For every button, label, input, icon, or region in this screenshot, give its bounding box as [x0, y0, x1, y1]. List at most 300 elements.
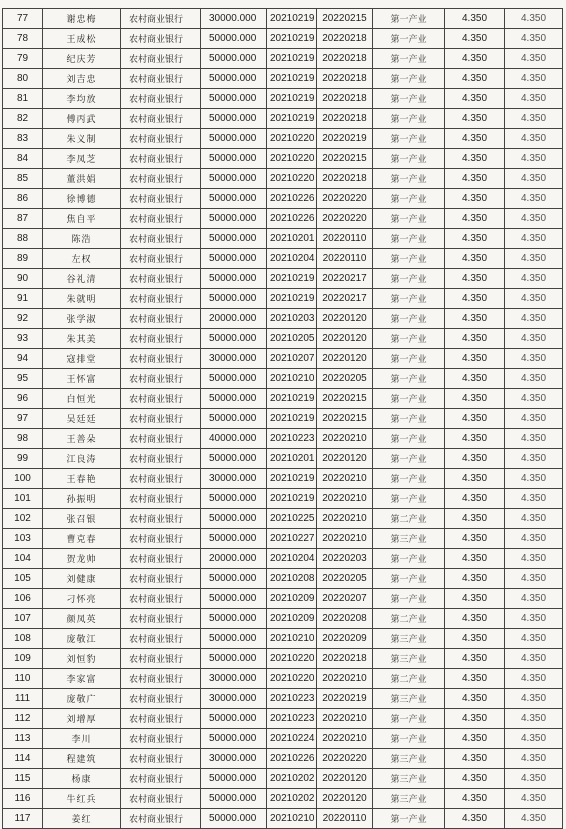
start-date-cell: 20210201: [267, 449, 317, 469]
interest-rate-2-cell: 4.350: [505, 469, 563, 489]
borrower-name-cell: 王成松: [43, 29, 121, 49]
interest-rate-cell: 4.350: [445, 209, 505, 229]
row-number-cell: 109: [3, 649, 43, 669]
table-row: [3, 69, 563, 89]
loan-amount-cell: 30000.000: [201, 9, 267, 29]
borrower-name-cell: 刘恒豹: [43, 649, 121, 669]
industry-cell: 第三产业: [373, 629, 445, 649]
row-number-cell: 78: [3, 29, 43, 49]
start-date-cell: 20210219: [267, 109, 317, 129]
interest-rate-2-cell: 4.350: [505, 489, 563, 509]
interest-rate-cell: 4.350: [445, 549, 505, 569]
table-row: [3, 249, 563, 269]
row-number-cell: 89: [3, 249, 43, 269]
start-date-cell: 20210219: [267, 69, 317, 89]
start-date-cell: 20210219: [267, 89, 317, 109]
loan-amount-cell: 50000.000: [201, 149, 267, 169]
interest-rate-cell: 4.350: [445, 509, 505, 529]
row-number-cell: 111: [3, 689, 43, 709]
table-row: [3, 729, 563, 749]
start-date-cell: 20210219: [267, 29, 317, 49]
bank-name-cell: 农村商业银行: [121, 669, 201, 689]
end-date-cell: 20220218: [317, 29, 373, 49]
interest-rate-2-cell: 4.350: [505, 629, 563, 649]
loan-amount-cell: 50000.000: [201, 29, 267, 49]
interest-rate-2-cell: 4.350: [505, 429, 563, 449]
interest-rate-2-cell: 4.350: [505, 589, 563, 609]
end-date-cell: 20220215: [317, 9, 373, 29]
table-body: [3, 9, 563, 829]
end-date-cell: 20220218: [317, 69, 373, 89]
industry-cell: 第一产业: [373, 569, 445, 589]
end-date-cell: 20220120: [317, 309, 373, 329]
industry-cell: 第一产业: [373, 89, 445, 109]
interest-rate-cell: 4.350: [445, 189, 505, 209]
row-number-cell: 115: [3, 769, 43, 789]
industry-cell: 第三产业: [373, 649, 445, 669]
borrower-name-cell: 江良涛: [43, 449, 121, 469]
table-row: [3, 109, 563, 129]
row-number-cell: 77: [3, 9, 43, 29]
bank-name-cell: 农村商业银行: [121, 609, 201, 629]
interest-rate-cell: 4.350: [445, 49, 505, 69]
borrower-name-cell: 谷礼清: [43, 269, 121, 289]
end-date-cell: 20220205: [317, 369, 373, 389]
interest-rate-cell: 4.350: [445, 229, 505, 249]
interest-rate-2-cell: 4.350: [505, 789, 563, 809]
interest-rate-2-cell: 4.350: [505, 69, 563, 89]
borrower-name-cell: 李凤芝: [43, 149, 121, 169]
loan-amount-cell: 50000.000: [201, 569, 267, 589]
start-date-cell: 20210226: [267, 189, 317, 209]
bank-name-cell: 农村商业银行: [121, 229, 201, 249]
end-date-cell: 20220220: [317, 189, 373, 209]
interest-rate-cell: 4.350: [445, 689, 505, 709]
interest-rate-cell: 4.350: [445, 249, 505, 269]
industry-cell: 第一产业: [373, 309, 445, 329]
industry-cell: 第三产业: [373, 769, 445, 789]
start-date-cell: 20210220: [267, 169, 317, 189]
bank-name-cell: 农村商业银行: [121, 469, 201, 489]
interest-rate-cell: 4.350: [445, 129, 505, 149]
start-date-cell: 20210220: [267, 129, 317, 149]
bank-name-cell: 农村商业银行: [121, 289, 201, 309]
row-number-cell: 110: [3, 669, 43, 689]
end-date-cell: 20220220: [317, 209, 373, 229]
interest-rate-cell: 4.350: [445, 469, 505, 489]
row-number-cell: 105: [3, 569, 43, 589]
end-date-cell: 20220120: [317, 789, 373, 809]
interest-rate-cell: 4.350: [445, 569, 505, 589]
start-date-cell: 20210223: [267, 709, 317, 729]
borrower-name-cell: 李均放: [43, 89, 121, 109]
industry-cell: 第一产业: [373, 589, 445, 609]
loan-amount-cell: 20000.000: [201, 549, 267, 569]
interest-rate-2-cell: 4.350: [505, 209, 563, 229]
table-row: [3, 649, 563, 669]
interest-rate-cell: 4.350: [445, 369, 505, 389]
borrower-name-cell: 刁怀亮: [43, 589, 121, 609]
table-row: [3, 389, 563, 409]
industry-cell: 第一产业: [373, 289, 445, 309]
loan-amount-cell: 50000.000: [201, 369, 267, 389]
start-date-cell: 20210219: [267, 49, 317, 69]
table-row: [3, 429, 563, 449]
borrower-name-cell: 朱就明: [43, 289, 121, 309]
industry-cell: 第一产业: [373, 389, 445, 409]
end-date-cell: 20220110: [317, 229, 373, 249]
end-date-cell: 20220210: [317, 489, 373, 509]
row-number-cell: 102: [3, 509, 43, 529]
industry-cell: 第一产业: [373, 209, 445, 229]
bank-name-cell: 农村商业银行: [121, 749, 201, 769]
table-row: [3, 609, 563, 629]
loan-amount-cell: 50000.000: [201, 589, 267, 609]
table-row: [3, 669, 563, 689]
loan-amount-cell: 50000.000: [201, 389, 267, 409]
borrower-name-cell: 张学淑: [43, 309, 121, 329]
row-number-cell: 101: [3, 489, 43, 509]
loan-amount-cell: 50000.000: [201, 249, 267, 269]
loan-amount-cell: 50000.000: [201, 109, 267, 129]
end-date-cell: 20220217: [317, 269, 373, 289]
bank-name-cell: 农村商业银行: [121, 389, 201, 409]
borrower-name-cell: 白恒光: [43, 389, 121, 409]
end-date-cell: 20220207: [317, 589, 373, 609]
end-date-cell: 20220203: [317, 549, 373, 569]
borrower-name-cell: 董洪娟: [43, 169, 121, 189]
row-number-cell: 86: [3, 189, 43, 209]
row-number-cell: 81: [3, 89, 43, 109]
loan-amount-cell: 50000.000: [201, 709, 267, 729]
bank-name-cell: 农村商业银行: [121, 689, 201, 709]
loan-amount-cell: 50000.000: [201, 69, 267, 89]
start-date-cell: 20210208: [267, 569, 317, 589]
interest-rate-2-cell: 4.350: [505, 349, 563, 369]
row-number-cell: 106: [3, 589, 43, 609]
row-number-cell: 100: [3, 469, 43, 489]
bank-name-cell: 农村商业银行: [121, 429, 201, 449]
start-date-cell: 20210223: [267, 429, 317, 449]
bank-name-cell: 农村商业银行: [121, 209, 201, 229]
table-row: [3, 569, 563, 589]
bank-name-cell: 农村商业银行: [121, 629, 201, 649]
borrower-name-cell: 朱义制: [43, 129, 121, 149]
start-date-cell: 20210209: [267, 609, 317, 629]
table-row: [3, 329, 563, 349]
borrower-name-cell: 李家富: [43, 669, 121, 689]
interest-rate-cell: 4.350: [445, 769, 505, 789]
loan-amount-cell: 50000.000: [201, 169, 267, 189]
end-date-cell: 20220208: [317, 609, 373, 629]
bank-name-cell: 农村商业银行: [121, 529, 201, 549]
start-date-cell: 20210219: [267, 389, 317, 409]
bank-name-cell: 农村商业银行: [121, 189, 201, 209]
industry-cell: 第一产业: [373, 449, 445, 469]
start-date-cell: 20210204: [267, 249, 317, 269]
start-date-cell: 20210227: [267, 529, 317, 549]
borrower-name-cell: 王善朵: [43, 429, 121, 449]
borrower-name-cell: 贺龙帅: [43, 549, 121, 569]
row-number-cell: 117: [3, 809, 43, 829]
bank-name-cell: 农村商业银行: [121, 349, 201, 369]
borrower-name-cell: 曹克春: [43, 529, 121, 549]
loan-amount-cell: 50000.000: [201, 729, 267, 749]
interest-rate-cell: 4.350: [445, 329, 505, 349]
table-row: [3, 309, 563, 329]
interest-rate-2-cell: 4.350: [505, 9, 563, 29]
start-date-cell: 20210219: [267, 289, 317, 309]
table-row: [3, 149, 563, 169]
table-row: [3, 709, 563, 729]
interest-rate-2-cell: 4.350: [505, 289, 563, 309]
borrower-name-cell: 傅丙武: [43, 109, 121, 129]
borrower-name-cell: 孙振明: [43, 489, 121, 509]
bank-name-cell: 农村商业银行: [121, 449, 201, 469]
loan-amount-cell: 50000.000: [201, 269, 267, 289]
bank-name-cell: 农村商业银行: [121, 69, 201, 89]
bank-name-cell: 农村商业银行: [121, 129, 201, 149]
industry-cell: 第一产业: [373, 809, 445, 829]
loan-amount-cell: 50000.000: [201, 509, 267, 529]
borrower-name-cell: 朱其美: [43, 329, 121, 349]
industry-cell: 第一产业: [373, 249, 445, 269]
interest-rate-cell: 4.350: [445, 89, 505, 109]
end-date-cell: 20220220: [317, 749, 373, 769]
end-date-cell: 20220215: [317, 409, 373, 429]
interest-rate-2-cell: 4.350: [505, 369, 563, 389]
start-date-cell: 20210225: [267, 509, 317, 529]
loan-amount-cell: 50000.000: [201, 449, 267, 469]
interest-rate-2-cell: 4.350: [505, 189, 563, 209]
end-date-cell: 20220210: [317, 669, 373, 689]
bank-name-cell: 农村商业银行: [121, 789, 201, 809]
end-date-cell: 20220218: [317, 89, 373, 109]
bank-name-cell: 农村商业银行: [121, 269, 201, 289]
industry-cell: 第一产业: [373, 149, 445, 169]
start-date-cell: 20210210: [267, 369, 317, 389]
end-date-cell: 20220120: [317, 449, 373, 469]
industry-cell: 第二产业: [373, 669, 445, 689]
interest-rate-cell: 4.350: [445, 449, 505, 469]
end-date-cell: 20220205: [317, 569, 373, 589]
row-number-cell: 90: [3, 269, 43, 289]
industry-cell: 第一产业: [373, 129, 445, 149]
interest-rate-cell: 4.350: [445, 809, 505, 829]
borrower-name-cell: 张召银: [43, 509, 121, 529]
interest-rate-cell: 4.350: [445, 649, 505, 669]
start-date-cell: 20210202: [267, 769, 317, 789]
row-number-cell: 99: [3, 449, 43, 469]
interest-rate-cell: 4.350: [445, 409, 505, 429]
table-row: [3, 809, 563, 829]
borrower-name-cell: 程建筑: [43, 749, 121, 769]
industry-cell: 第一产业: [373, 109, 445, 129]
start-date-cell: 20210220: [267, 149, 317, 169]
table-row: [3, 49, 563, 69]
borrower-name-cell: 庞敬江: [43, 629, 121, 649]
interest-rate-2-cell: 4.350: [505, 669, 563, 689]
industry-cell: 第一产业: [373, 29, 445, 49]
table-row: [3, 349, 563, 369]
borrower-name-cell: 刘健康: [43, 569, 121, 589]
bank-name-cell: 农村商业银行: [121, 369, 201, 389]
interest-rate-2-cell: 4.350: [505, 269, 563, 289]
industry-cell: 第一产业: [373, 269, 445, 289]
table-row: [3, 589, 563, 609]
interest-rate-2-cell: 4.350: [505, 549, 563, 569]
row-number-cell: 92: [3, 309, 43, 329]
row-number-cell: 113: [3, 729, 43, 749]
row-number-cell: 85: [3, 169, 43, 189]
row-number-cell: 91: [3, 289, 43, 309]
row-number-cell: 83: [3, 129, 43, 149]
table-row: [3, 209, 563, 229]
start-date-cell: 20210226: [267, 209, 317, 229]
loan-amount-cell: 50000.000: [201, 89, 267, 109]
interest-rate-2-cell: 4.350: [505, 709, 563, 729]
borrower-name-cell: 刘增厚: [43, 709, 121, 729]
interest-rate-cell: 4.350: [445, 29, 505, 49]
start-date-cell: 20210219: [267, 409, 317, 429]
industry-cell: 第二产业: [373, 609, 445, 629]
table-row: [3, 549, 563, 569]
table-row: [3, 9, 563, 29]
bank-name-cell: 农村商业银行: [121, 729, 201, 749]
table-row: [3, 629, 563, 649]
interest-rate-cell: 4.350: [445, 669, 505, 689]
loan-amount-cell: 50000.000: [201, 189, 267, 209]
interest-rate-2-cell: 4.350: [505, 249, 563, 269]
table-row: [3, 409, 563, 429]
loan-amount-cell: 50000.000: [201, 529, 267, 549]
loan-amount-cell: 40000.000: [201, 429, 267, 449]
industry-cell: 第一产业: [373, 9, 445, 29]
loan-amount-cell: 50000.000: [201, 49, 267, 69]
row-number-cell: 84: [3, 149, 43, 169]
interest-rate-cell: 4.350: [445, 389, 505, 409]
industry-cell: 第三产业: [373, 749, 445, 769]
industry-cell: 第一产业: [373, 349, 445, 369]
loan-amount-cell: 50000.000: [201, 329, 267, 349]
row-number-cell: 112: [3, 709, 43, 729]
table-row: [3, 169, 563, 189]
borrower-name-cell: 刘吉忠: [43, 69, 121, 89]
start-date-cell: 20210201: [267, 229, 317, 249]
industry-cell: 第一产业: [373, 709, 445, 729]
interest-rate-2-cell: 4.350: [505, 409, 563, 429]
borrower-name-cell: 姜红: [43, 809, 121, 829]
interest-rate-2-cell: 4.350: [505, 49, 563, 69]
interest-rate-2-cell: 4.350: [505, 449, 563, 469]
interest-rate-2-cell: 4.350: [505, 89, 563, 109]
bank-name-cell: 农村商业银行: [121, 329, 201, 349]
borrower-name-cell: 徐博德: [43, 189, 121, 209]
start-date-cell: 20210219: [267, 9, 317, 29]
end-date-cell: 20220210: [317, 729, 373, 749]
row-number-cell: 80: [3, 69, 43, 89]
bank-name-cell: 农村商业银行: [121, 569, 201, 589]
loan-amount-cell: 50000.000: [201, 489, 267, 509]
interest-rate-2-cell: 4.350: [505, 609, 563, 629]
borrower-name-cell: 李川: [43, 729, 121, 749]
borrower-name-cell: 陈浩: [43, 229, 121, 249]
loan-amount-cell: 30000.000: [201, 669, 267, 689]
interest-rate-2-cell: 4.350: [505, 389, 563, 409]
row-number-cell: 103: [3, 529, 43, 549]
industry-cell: 第一产业: [373, 369, 445, 389]
end-date-cell: 20220218: [317, 49, 373, 69]
industry-cell: 第一产业: [373, 69, 445, 89]
interest-rate-2-cell: 4.350: [505, 729, 563, 749]
bank-name-cell: 农村商业银行: [121, 409, 201, 429]
industry-cell: 第一产业: [373, 49, 445, 69]
table-row: [3, 689, 563, 709]
start-date-cell: 20210219: [267, 469, 317, 489]
end-date-cell: 20220110: [317, 249, 373, 269]
start-date-cell: 20210210: [267, 629, 317, 649]
interest-rate-2-cell: 4.350: [505, 309, 563, 329]
loan-table: [2, 8, 563, 829]
industry-cell: 第一产业: [373, 169, 445, 189]
bank-name-cell: 农村商业银行: [121, 489, 201, 509]
industry-cell: 第一产业: [373, 409, 445, 429]
loan-amount-cell: 50000.000: [201, 649, 267, 669]
table-row: [3, 509, 563, 529]
interest-rate-cell: 4.350: [445, 729, 505, 749]
borrower-name-cell: 纪庆芳: [43, 49, 121, 69]
end-date-cell: 20220210: [317, 529, 373, 549]
interest-rate-cell: 4.350: [445, 529, 505, 549]
loan-amount-cell: 30000.000: [201, 749, 267, 769]
bank-name-cell: 农村商业银行: [121, 509, 201, 529]
table-row: [3, 369, 563, 389]
interest-rate-2-cell: 4.350: [505, 29, 563, 49]
bank-name-cell: 农村商业银行: [121, 709, 201, 729]
table-row: [3, 749, 563, 769]
table-row: [3, 449, 563, 469]
interest-rate-2-cell: 4.350: [505, 109, 563, 129]
interest-rate-cell: 4.350: [445, 489, 505, 509]
row-number-cell: 114: [3, 749, 43, 769]
start-date-cell: 20210205: [267, 329, 317, 349]
loan-amount-cell: 50000.000: [201, 409, 267, 429]
row-number-cell: 108: [3, 629, 43, 649]
industry-cell: 第一产业: [373, 429, 445, 449]
borrower-name-cell: 左权: [43, 249, 121, 269]
interest-rate-cell: 4.350: [445, 589, 505, 609]
borrower-name-cell: 庞敬广: [43, 689, 121, 709]
borrower-name-cell: 吴廷廷: [43, 409, 121, 429]
interest-rate-2-cell: 4.350: [505, 569, 563, 589]
interest-rate-2-cell: 4.350: [505, 129, 563, 149]
row-number-cell: 88: [3, 229, 43, 249]
bank-name-cell: 农村商业银行: [121, 249, 201, 269]
interest-rate-cell: 4.350: [445, 349, 505, 369]
end-date-cell: 20220120: [317, 329, 373, 349]
row-number-cell: 87: [3, 209, 43, 229]
borrower-name-cell: 王怀富: [43, 369, 121, 389]
end-date-cell: 20220210: [317, 469, 373, 489]
row-number-cell: 98: [3, 429, 43, 449]
start-date-cell: 20210224: [267, 729, 317, 749]
borrower-name-cell: 谢忠梅: [43, 9, 121, 29]
bank-name-cell: 农村商业银行: [121, 309, 201, 329]
interest-rate-cell: 4.350: [445, 789, 505, 809]
interest-rate-2-cell: 4.350: [505, 809, 563, 829]
bank-name-cell: 农村商业银行: [121, 149, 201, 169]
table-row: [3, 29, 563, 49]
